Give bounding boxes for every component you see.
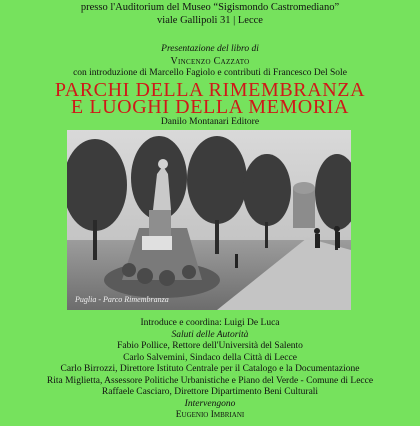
photo-caption: Puglia - Parco Rimembranza [75, 295, 169, 304]
publisher: Danilo Montanari Editore [160, 117, 260, 127]
speaker-line: Rita Miglietta, Assessore Politiche Urbanistiche e Piano del Verde - Comune di Lecce [46, 375, 374, 386]
speaker-line: Fabio Pollice, Rettore dell'Università del Salento [117, 341, 303, 351]
intervention-speaker: Eugenio Imbriani [175, 410, 245, 420]
presentation-label: Presentazione del libro di [161, 44, 259, 54]
speaker-line: Raffaele Casciaro, Direttore Dipartimento Beni Culturali [101, 387, 319, 397]
event-program [0, 318, 420, 422]
book-title-line-1: PARCHI DELLA RIMEMBRANZA [54, 79, 366, 101]
book-author: Vincenzo Cazzato [170, 56, 250, 67]
moderator-line: Introduce e coordina: Luigi De Luca [140, 318, 280, 328]
book-title-line-2: E LUOGHI DELLA MEMORIA [70, 96, 350, 118]
interventions-label: Intervengono [184, 398, 236, 409]
venue-line-1: presso l'Auditorium del Museo “Sigismondo Castromediano” [80, 2, 340, 13]
park-photo [67, 130, 351, 310]
park-photo-illustration [67, 130, 351, 310]
greetings-label: Saluti delle Autorità [171, 329, 249, 340]
intro-contributors: con introduzione di Marcello Fagiolo e contributi di Francesco Del Sole [73, 68, 347, 78]
speaker-line: Carlo Birrozzi, Direttore Istituto Centrale per il Catalogo e la Documentazione [60, 364, 360, 374]
speaker-line: Carlo Salvemini, Sindaco della Città di Lecce [123, 352, 297, 363]
venue-line-2: viale Gallipoli 31 | Lecce [157, 15, 263, 26]
